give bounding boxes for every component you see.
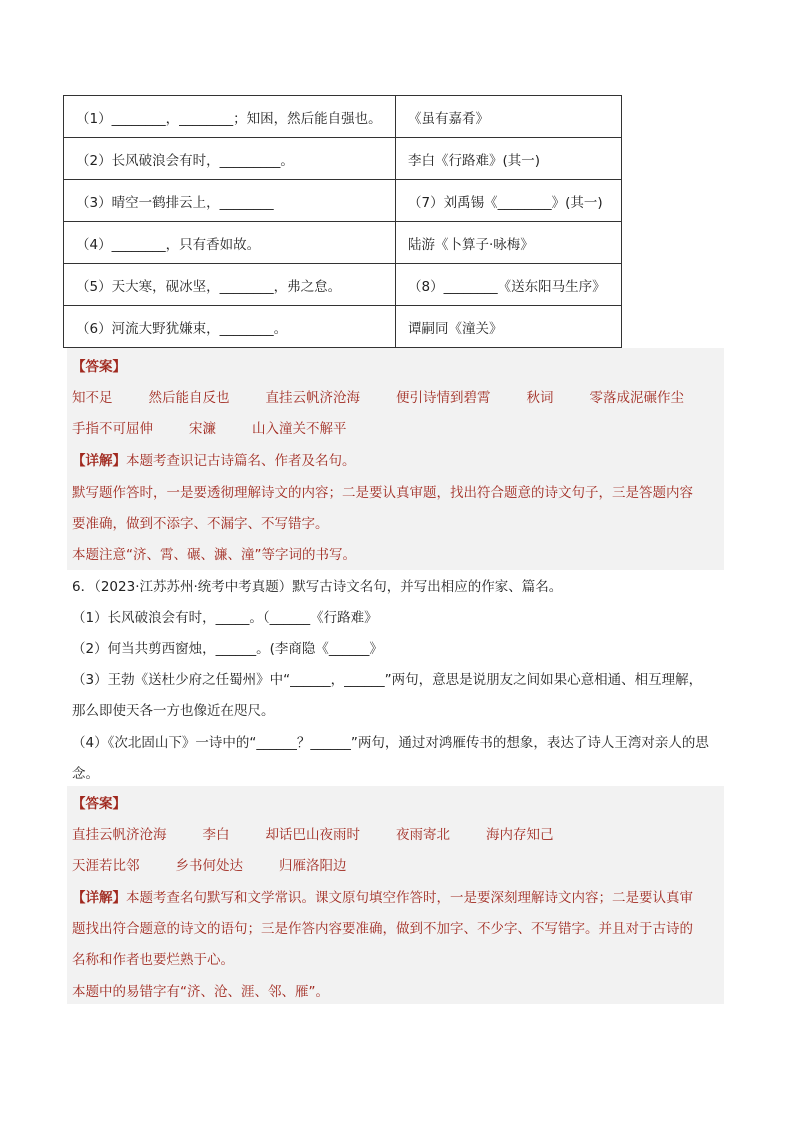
answer-list	[72, 854, 347, 874]
question-item: （2）何当共剪西窗烛，______。(李商隐《______》	[72, 641, 383, 657]
table-cell: （4）________，只有香如故。	[64, 222, 396, 264]
fill-in-table	[63, 95, 622, 348]
answer-list	[72, 417, 347, 437]
answer-item: 夜雨寄北	[396, 827, 450, 843]
answer-list	[72, 386, 684, 406]
table-cell: （5）天大寒，砚冰坚，________，弗之怠。	[64, 264, 396, 306]
answer-item: 直挂云帆济沧海	[72, 827, 167, 843]
table-cell: （8）________《送东阳马生序》	[396, 264, 622, 306]
table-row	[64, 306, 622, 348]
question-item: 念。	[72, 766, 99, 782]
answer-tag: 【答案】	[72, 359, 126, 375]
question-item: 那么即使天各一方也像近在咫尺。	[72, 703, 275, 719]
answer-tag: 【答案】	[72, 796, 126, 812]
table-row	[64, 222, 622, 264]
answer-item: 零落成泥碾作尘	[589, 390, 684, 406]
answer-item: 知不足	[72, 390, 113, 406]
detail-line: 名称和作者也要烂熟于心。	[72, 952, 234, 968]
answer-item: 便引诗情到碧霄	[396, 390, 491, 406]
answer-item: 海内存知己	[486, 827, 554, 843]
question-item: （3）王勃《送杜少府之任蜀州》中“______，______”两句，意思是说朋友之间如果心意相通、相互理解，	[72, 672, 703, 688]
answer-item: 天涯若比邻	[72, 858, 140, 874]
detail-line: 要准确，做到不添字、不漏字、不写错字。	[72, 516, 329, 532]
table-row	[64, 180, 622, 222]
detail-line: 【详解】本题考查名句默写和文学常识。课文原句填空作答时，一是要深刻理解诗文内容；二是要认真审	[72, 890, 693, 906]
table-cell: （7）刘禹锡《________》(其一)	[396, 180, 622, 222]
table-cell: 李白《行路难》(其一)	[396, 138, 622, 180]
table-cell: 《虽有嘉肴》	[396, 96, 622, 138]
table-cell: （1）________，________；知困，然后能自强也。	[64, 96, 396, 138]
answer-item: 山入潼关不解平	[252, 421, 347, 437]
question-stem: 6．（2023·江苏苏州·统考中考真题）默写古诗文名句，并写出相应的作家、篇名。	[72, 579, 563, 595]
table-row	[64, 138, 622, 180]
detail-line: 题找出符合题意的诗文的语句；三是作答内容要准确，做到不加字、不少字、不写错字。并且对于古诗的	[72, 921, 693, 937]
answer-item: 宋濂	[189, 421, 216, 437]
answer-item: 手指不可屈伸	[72, 421, 153, 437]
detail-tag: 【详解】	[72, 890, 126, 906]
detail-line: 本题中的易错字有“济、沧、涯、邻、雁”。	[72, 984, 329, 1000]
table-row	[64, 96, 622, 138]
answer-item: 秋词	[526, 390, 554, 406]
table-row	[64, 264, 622, 306]
answer-item: 然后能自反也	[148, 390, 230, 406]
answer-item: 归雁洛阳边	[279, 858, 347, 874]
answer-item: 李白	[202, 827, 230, 843]
table-cell: （3）晴空一鹤排云上，________	[64, 180, 396, 222]
question-item: （1）长风破浪会有时，_____。（______《行路难》	[72, 610, 378, 626]
detail-line: 本题注意“济、霄、碾、濂、潼”等字词的书写。	[72, 547, 356, 563]
answer-item: 却话巴山夜雨时	[265, 827, 360, 843]
table-cell: 谭嗣同《潼关》	[396, 306, 622, 348]
question-source: （2023·江苏苏州·统考中考真题）	[94, 579, 293, 595]
table-cell: （2）长风破浪会有时，_________。	[64, 138, 396, 180]
detail-line: 【详解】本题考查识记古诗篇名、作者及名句。	[72, 453, 356, 469]
table-cell: （6）河流大野犹嫌束，________。	[64, 306, 396, 348]
detail-tag: 【详解】	[72, 453, 126, 469]
detail-line: 默写题作答时，一是要透彻理解诗文的内容；二是要认真审题，找出符合题意的诗文句子，三是答题内容	[72, 485, 693, 501]
question-item: （4）《次北固山下》一诗中的“______？______”两句，通过对鸿雁传书的想象，表达了诗人王湾对亲人的思	[72, 735, 709, 751]
answer-item: 乡书何处达	[175, 858, 243, 874]
answer-item: 直挂云帆济沧海	[265, 390, 360, 406]
answer-list	[72, 823, 554, 843]
table-cell: 陆游《卜算子·咏梅》	[396, 222, 622, 264]
